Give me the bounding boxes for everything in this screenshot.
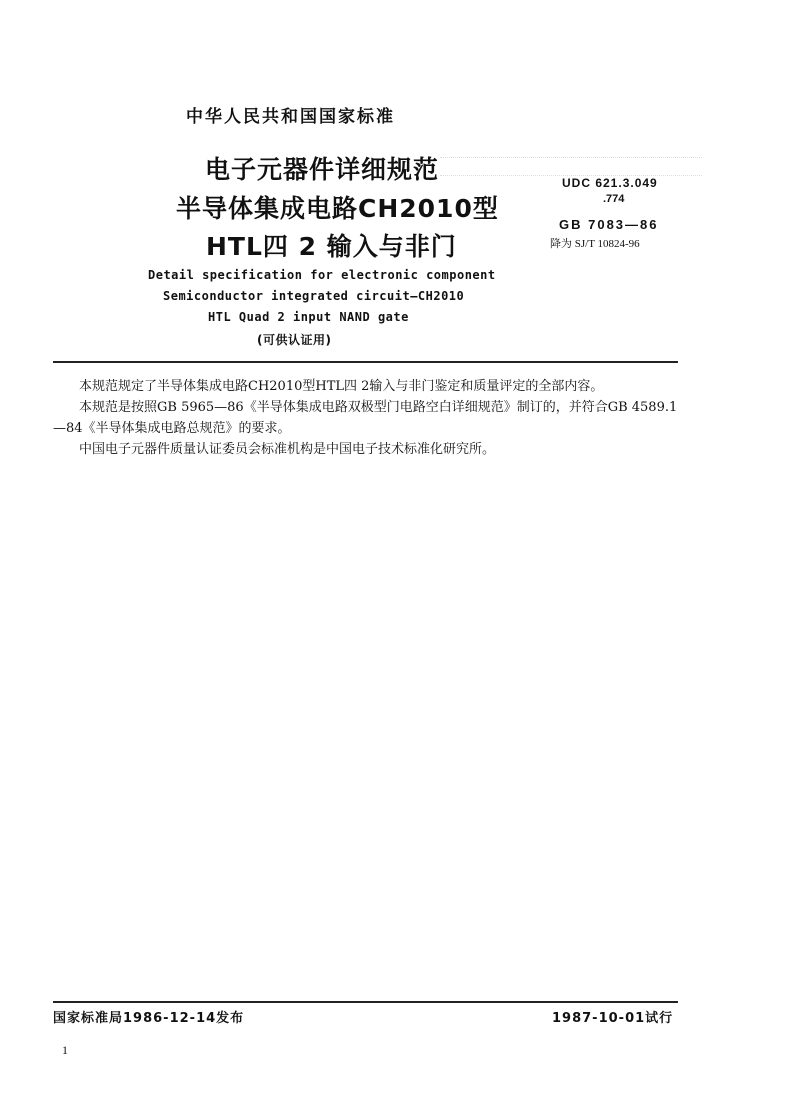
footer-divider: [53, 1001, 678, 1003]
dotted-guide-line: [440, 157, 702, 158]
udc-code: UDC 621.3.049: [562, 176, 658, 190]
issue-date: 国家标准局1986-12-14发布: [53, 1011, 245, 1026]
english-title-line-2: Semiconductor integrated circuit—CH2010: [163, 289, 465, 303]
english-title-line-1: Detail specification for electronic component: [148, 268, 496, 282]
effective-date: 1987-10-01试行: [552, 1011, 674, 1026]
title-line-2: 半导体集成电路CH2010型: [176, 194, 499, 223]
document-body: [53, 376, 680, 460]
body-paragraph-basis: 本规范是按照GB 5965—86《半导体集成电路双极型门电路空白详细规范》制订的，并符合GB 4589.1—84《半导体集成电路总规范》的要求。: [53, 400, 678, 436]
gb-standard-number: GB 7083—86: [559, 217, 659, 232]
certification-note: (可供认证用): [257, 333, 332, 347]
page-number: 1: [62, 1043, 68, 1057]
udc-code-suffix: .774: [603, 193, 625, 205]
english-title-line-3: HTL Quad 2 input NAND gate: [208, 310, 409, 324]
title-line-3: HTL四 2 输入与非门: [206, 232, 457, 261]
title-line-1: 电子元器件详细规范: [205, 155, 440, 184]
body-paragraph-authority: 中国电子元器件质量认证委员会标准机构是中国电子技术标准化研究所。: [79, 442, 496, 457]
header-divider: [53, 361, 678, 363]
replacement-standard-note: 降为 SJ/T 10824-96: [550, 238, 640, 250]
national-standard-header: 中华人民共和国国家标准: [186, 107, 395, 127]
body-paragraph-scope: 本规范规定了半导体集成电路CH2010型HTL四 2输入与非门鉴定和质量评定的全部内容。: [79, 379, 604, 394]
